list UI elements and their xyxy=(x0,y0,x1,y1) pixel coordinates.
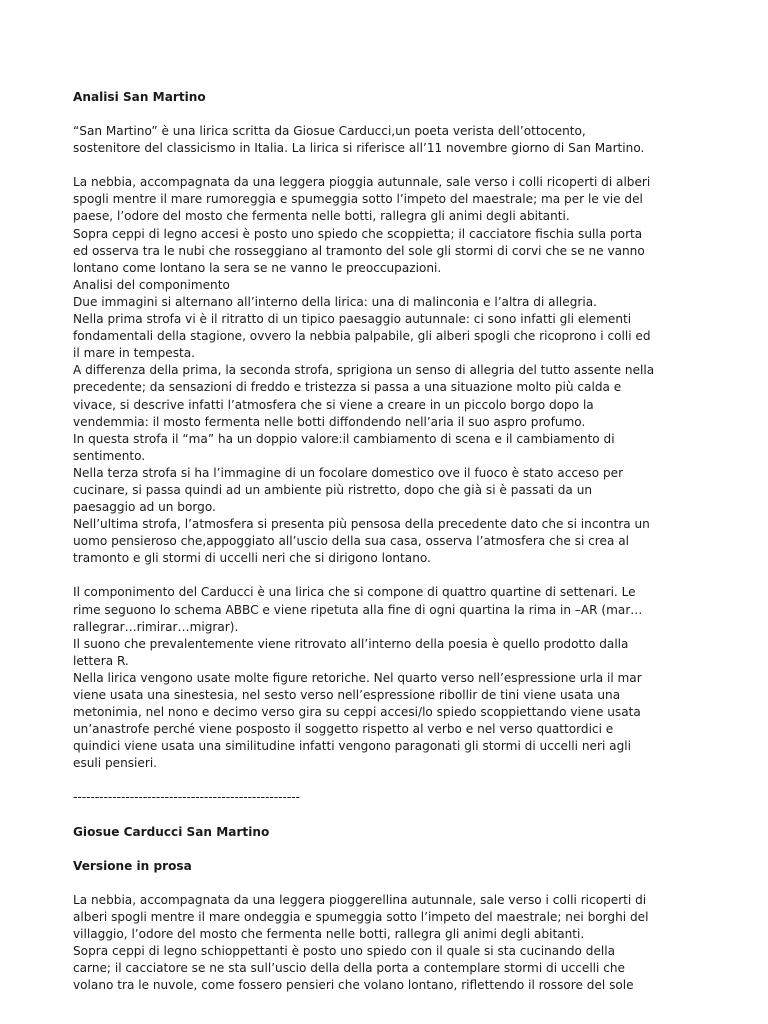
text-line: metonimia, nel nono e decimo verso gira su ceppi accesi/lo spiedo scoppiettando viene usata xyxy=(73,705,641,720)
text-line: lontano come lontano la sera se ne vanno le preoccupazioni. xyxy=(73,260,442,275)
text-line: paesaggio ad un borgo. xyxy=(73,500,216,515)
text-line: sostenitore del classicismo in Italia. La lirica si riferisce all’11 novembre giorno di San Martino. xyxy=(73,141,645,156)
text-line: Nell’ultima strofa, l’atmosfera si presenta più pensosa della precedente dato che si incontra un xyxy=(73,517,650,532)
analysis-paragraph xyxy=(73,174,708,567)
text-line: villaggio, l’odore del mosto che fermenta nelle botti, rallegra gli animi degli abitanti. xyxy=(73,926,585,941)
text-line: vivace, si descrive infatti l’atmosfera che si viene a creare in un piccolo borgo dopo la xyxy=(73,397,594,412)
text-line: “San Martino” è una lirica scritta da Giosue Carducci,un poeta verista dell’ottocento, xyxy=(73,124,586,139)
heading-giosue-carducci-san-martino: Giosue Carducci San Martino xyxy=(73,824,270,839)
prose-paragraph xyxy=(73,892,708,995)
text-line: carne; il cacciatore se ne sta sull’uscio della della porta a contemplare stormi di uccelli che xyxy=(73,961,626,976)
text-line: cucinare, si passa quindi ad un ambiente più ristretto, dopo che già si è passati da un xyxy=(73,482,593,497)
intro-paragraph xyxy=(73,123,708,157)
text-line: Sopra ceppi di legno schioppettanti è posto uno spiedo con il quale si sta cucinando della xyxy=(73,944,616,959)
text-line: viene usata una sinestesia, nel sesto verso nell’espressione ribollir de tini viene usata una xyxy=(73,688,621,702)
heading-versione-in-prosa: Versione in prosa xyxy=(73,858,192,873)
text-line: rime seguono lo schema ABBC e viene ripetuta alla fine di ogni quartina la rima in –AR (mar… xyxy=(73,602,643,617)
text-line: In questa strofa il “ma” ha un doppio valore:il cambiamento di scena e il cambiamento di xyxy=(73,431,615,446)
subheading-analisi-componimento: Analisi del componimento xyxy=(73,277,230,292)
text-line: Il componimento del Carducci è una lirica che si compone di quattro quartine di settenari. Le xyxy=(73,585,636,600)
text-line: ed osserva tra le nubi che rosseggiano al tramonto del sole gli stormi di corvi che se ne vanno xyxy=(73,243,645,258)
heading-analisi-san-martino: Analisi San Martino xyxy=(73,90,206,104)
text-line: Nella lirica vengono usate molte figure retoriche. Nel quarto verso nell’espressione urla il mar xyxy=(73,670,642,685)
text-line: Due immagini si alternano all’interno della lirica: una di malinconia e l’altra di allegria. xyxy=(73,294,597,309)
text-line: La nebbia, accompagnata da una leggera pioggerellina autunnale, sale verso i colli ricoperti di xyxy=(73,892,647,907)
text-line: vendemmia: il mosto fermenta nelle botti diffondendo nell’aria il suo aspro profumo. xyxy=(73,414,586,429)
text-line: sentimento. xyxy=(73,448,146,463)
metrics-paragraph xyxy=(73,584,708,772)
text-line: Nella prima strofa vi è il ritratto di un tipico paesaggio autunnale: ci sono infatti gli elementi xyxy=(73,312,632,327)
text-line: tramonto e gli stormi di uccelli neri che si dirigono lontano. xyxy=(73,551,431,566)
text-line: paese, l’odore del mosto che fermenta nelle botti, rallegra gli animi degli abitanti. xyxy=(73,209,570,224)
text-line: spogli mentre il mare rumoreggia e spumeggia sotto l’impeto del maestrale; ma per le vie del xyxy=(73,192,643,207)
text-line: lettera R. xyxy=(73,653,129,668)
text-line: il mare in tempesta. xyxy=(73,346,195,361)
text-line: quindici viene usata una similitudine infatti vengono paragonati gli stormi di uccelli neri agli xyxy=(73,739,631,754)
text-line: La nebbia, accompagnata da una leggera pioggia autunnale, sale verso i colli ricoperti di alberi xyxy=(73,175,651,190)
text-line: un’anastrofe perché viene posposto il soggetto rispetto al verbo e nel verso quattordici e xyxy=(73,722,614,737)
text-line: fondamentali della stagione, ovvero la nebbia palpabile, gli alberi spogli che ricoprono i colli ed xyxy=(73,329,651,344)
text-line: uomo pensieroso che,appoggiato all’uscio della sua casa, osserva l’atmosfera che si crea al xyxy=(73,534,629,549)
text-line: Nella terza strofa si ha l’immagine di un focolare domestico ove il fuoco è stato acceso per xyxy=(73,465,624,480)
text-line: Sopra ceppi di legno accesi è posto uno spiedo che scoppietta; il cacciatore fischia sulla porta xyxy=(73,226,643,241)
text-line: Il suono che prevalentemente viene ritrovato all’interno della poesia è quello prodotto dalla xyxy=(73,636,629,651)
text-line: alberi spogli mentre il mare ondeggia e spumeggia sotto l’impeto del maestrale; nei borghi del xyxy=(73,909,649,924)
text-line: rallegrar…rimirar…migrar). xyxy=(73,619,239,634)
text-line: esuli pensieri. xyxy=(73,756,158,771)
section-divider: ---------------------------------------------------- xyxy=(73,790,300,805)
text-line: precedente; da sensazioni di freddo e tristezza si passa a una situazione molto più calda e xyxy=(73,380,622,395)
text-line: A differenza della prima, la seconda strofa, sprigiona un senso di allegria del tutto assente nella xyxy=(73,363,655,378)
text-line: volano tra le nuvole, come fossero pensieri che volano lontano, riflettendo il rossore del sole xyxy=(73,978,634,993)
